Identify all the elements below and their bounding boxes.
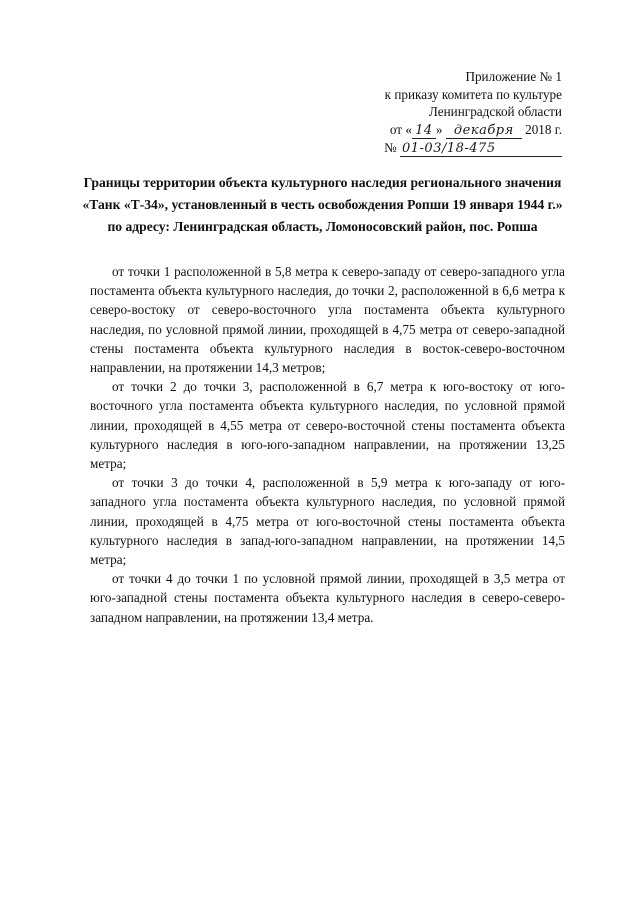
date-year: 2018 г. bbox=[525, 121, 562, 137]
paragraph-point-4-1: от точки 4 до точки 1 по условной прямой линии, проходящей в 3,5 метра от юго-западной стены постамента объекта культурного наследия в северо-северо-западном направлении, на протяжении 13,4 метра. bbox=[90, 571, 565, 625]
document-title bbox=[60, 172, 585, 238]
title-line-3: по адресу: Ленинградская область, Ломоносовский район, пос. Ропша bbox=[107, 219, 538, 234]
title-line-2: «Танк «Т-34», установленный в честь освобождения Ропши 19 января 1944 г.» bbox=[82, 197, 563, 212]
number-prefix: № bbox=[384, 139, 397, 155]
paragraph-point-1-2: от точки 1 расположенной в 5,8 метра к северо-западу от северо-западного угла постамента объекта культурного наследия, до точки 2, расположенной в 6,6 метра к северо-востоку от северо-восточного угла постамента объекта культурного наследия, по условной прямой линии, проходящей в 4,75 метра от северо-западной стены постамента объекта культурного наследия в восток-северо-восточном направлении, на протяжении 14,3 метров; bbox=[90, 264, 565, 376]
date-month: декабря bbox=[446, 124, 522, 139]
paragraph-point-3-4: от точки 3 до точки 4, расположенной в 5,9 метра к юго-западу от юго-западного угла постамента объекта культурного наследия, по условной прямой линии, проходящей в 4,75 метра от юго-восточной стены постамента объекта культурного наследия в запад-юго-западном направлении, на протяжении 14,5 метра; bbox=[90, 475, 565, 568]
title-line-1: Границы территории объекта культурного наследия регионального значения bbox=[83, 175, 562, 190]
annex-region: Ленинградской области bbox=[428, 104, 562, 119]
date-day: 14 bbox=[412, 124, 436, 139]
number-value: 01-03/18-475 bbox=[400, 142, 562, 157]
date-mid: » bbox=[435, 121, 443, 137]
paragraph-point-2-3: от точки 2 до точки 3, расположенной в 6,7 метра к юго-востоку от юго-восточного угла постамента объекта культурного наследия, по условной прямой линии, проходящей в 4,55 метра от северо-восточной стены постамента объекта культурного наследия в юго-юго-западном направлении, на протяжении 13,25 метра; bbox=[90, 379, 565, 472]
document-body bbox=[90, 262, 565, 627]
annex-header bbox=[322, 68, 562, 157]
annex-title: Приложение № 1 bbox=[465, 69, 562, 84]
annex-order-ref: к приказу комитета по культуре bbox=[384, 86, 562, 102]
annex-number bbox=[322, 139, 562, 157]
annex-date bbox=[322, 121, 562, 139]
date-prefix: от « bbox=[389, 121, 412, 137]
